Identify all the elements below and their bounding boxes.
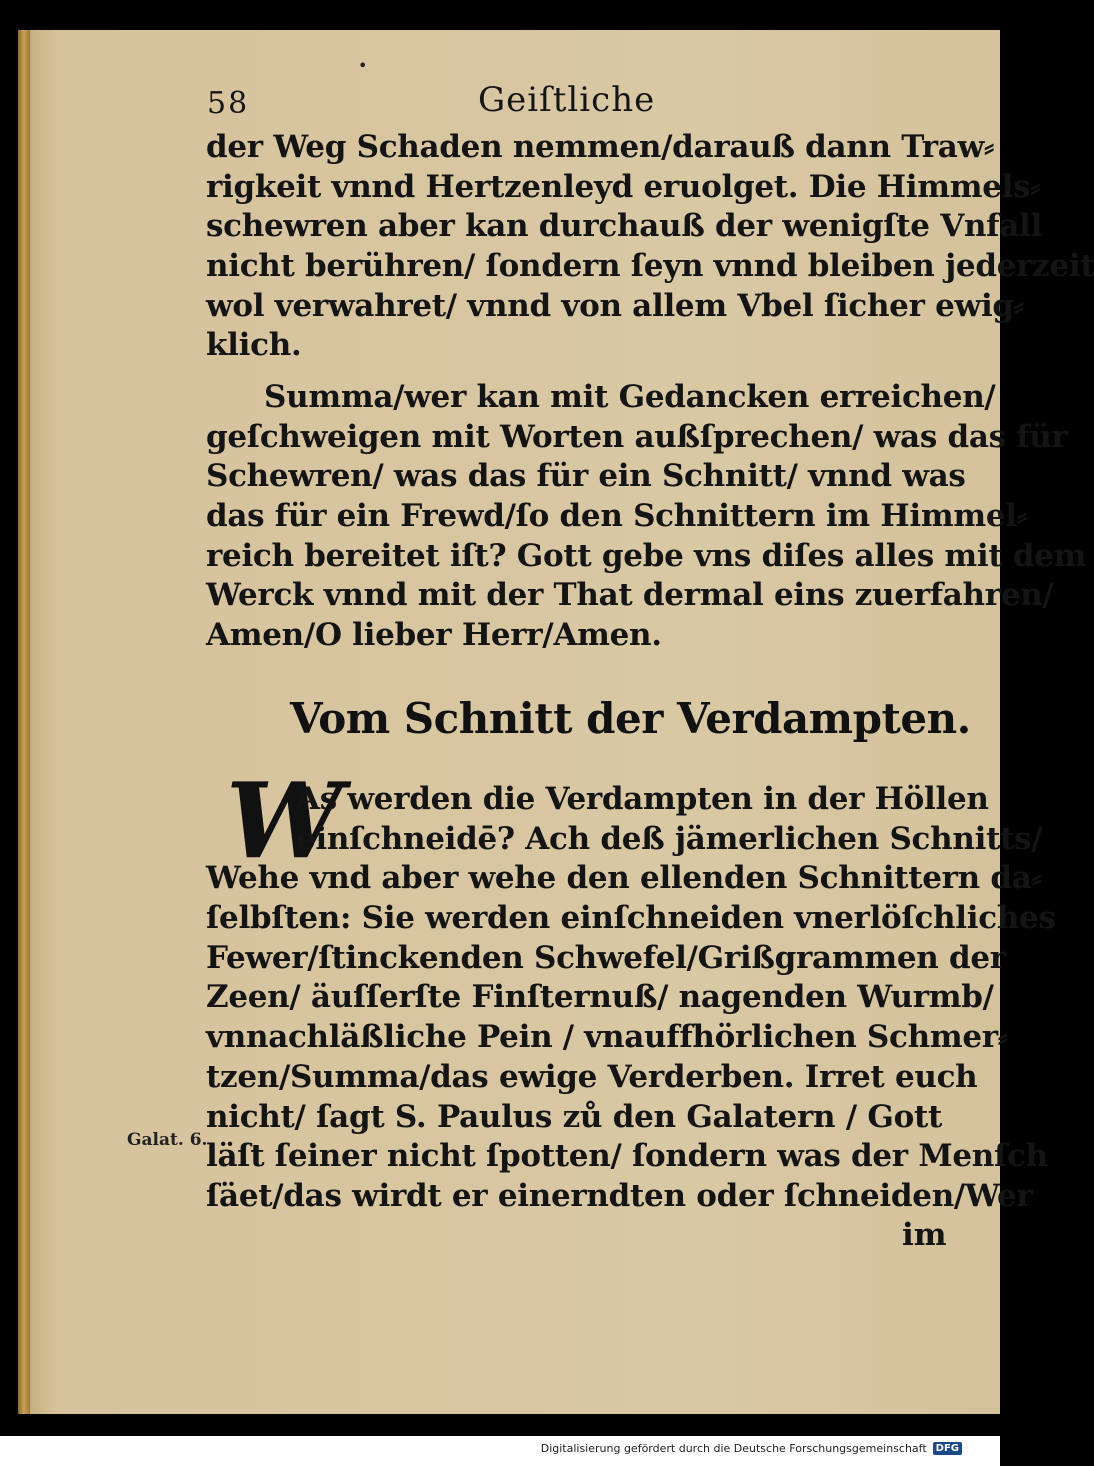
text-line: geſchweigen mit Worten außſprechen/ was das für xyxy=(206,418,1068,455)
dfg-logo-icon: DFG xyxy=(933,1442,962,1455)
text-line: einſchneidē? Ach deß jämerlichen Schnitts/ xyxy=(296,820,1043,857)
section-heading: Vom Schnitt der Verdampten. xyxy=(290,694,971,743)
text-line: klich. xyxy=(206,327,302,364)
text-line: das für ein Frewd/ſo den Schnittern im Himmel⸗ xyxy=(206,498,1027,535)
text-line: reich bereitet iſt? Gott gebe vns diſes alles mit dem xyxy=(206,537,1087,574)
text-line: Amen/O lieber Herr/Amen. xyxy=(206,617,662,654)
paragraph-3 xyxy=(206,780,1056,1217)
page-number: 58 xyxy=(207,86,250,121)
paragraph-2 xyxy=(206,378,1087,656)
drop-cap-initial: W xyxy=(226,759,343,882)
text-line: Schewren/ was das für ein Schnitt/ vnnd was xyxy=(206,458,966,495)
text-line: schewren aber kan durchauß der wenigſte Vnfall xyxy=(206,208,1042,245)
text-line: vnnachläßliche Pein / vnauffhörlichen Schmer⸗ xyxy=(206,1019,1008,1056)
text-line: Zeen/ äuſſerſte Finſternuß/ nagenden Wurmb/ xyxy=(206,979,994,1016)
catchword: im xyxy=(902,1217,947,1253)
text-line: Summa/wer kan mit Gedancken erreichen/ xyxy=(264,379,996,415)
text-line: läſt ſeiner nicht ſpotten/ ſondern was der Menſch xyxy=(206,1138,1048,1175)
text-line: ſelbſten: Sie werden einſchneiden vnerlöſchliches xyxy=(206,900,1056,937)
text-line: ſäet/das wirdt er einerndten oder ſchneiden/Wer xyxy=(206,1177,1033,1214)
text-line: tzen/Summa/das ewige Verderben. Irret euch xyxy=(206,1058,978,1095)
text-line: As werden die Verdampten in der Höllen xyxy=(296,781,989,817)
text-line: Wehe vnd aber wehe den ellenden Schnittern da⸗ xyxy=(206,860,1042,897)
text-line: der Weg Schaden nemmen/darauß dann Traw⸗ xyxy=(206,129,995,165)
text-line: nicht berühren/ ſondern ſeyn vnnd bleiben jederzeit xyxy=(206,248,1094,285)
paragraph-1 xyxy=(206,128,1094,366)
top-mark: • xyxy=(358,56,368,75)
text-line: Werck vnnd mit der That dermal eins zuerfahren/ xyxy=(206,577,1054,614)
margin-note: Galat. 6. xyxy=(127,1130,208,1150)
text-line: rigkeit vnnd Hertzenleyd eruolget. Die Himmels⸗ xyxy=(206,168,1041,205)
text-line: nicht/ ſagt S. Paulus zů den Galatern / Gott xyxy=(206,1098,942,1135)
running-head: Geiſtliche xyxy=(478,80,656,120)
footer-credit-text: Digitalisierung gefördert durch die Deutsche Forschungsgemeinschaft xyxy=(540,1442,927,1455)
text-line: wol verwahret/ vnnd von allem Vbel ſicher ewig⸗ xyxy=(206,287,1024,324)
footer-credit xyxy=(541,1442,962,1455)
text-line: Fewer/ſtinckenden Schwefel/Grißgrammen der xyxy=(206,939,1006,976)
gilt-page-edge xyxy=(18,30,30,1414)
